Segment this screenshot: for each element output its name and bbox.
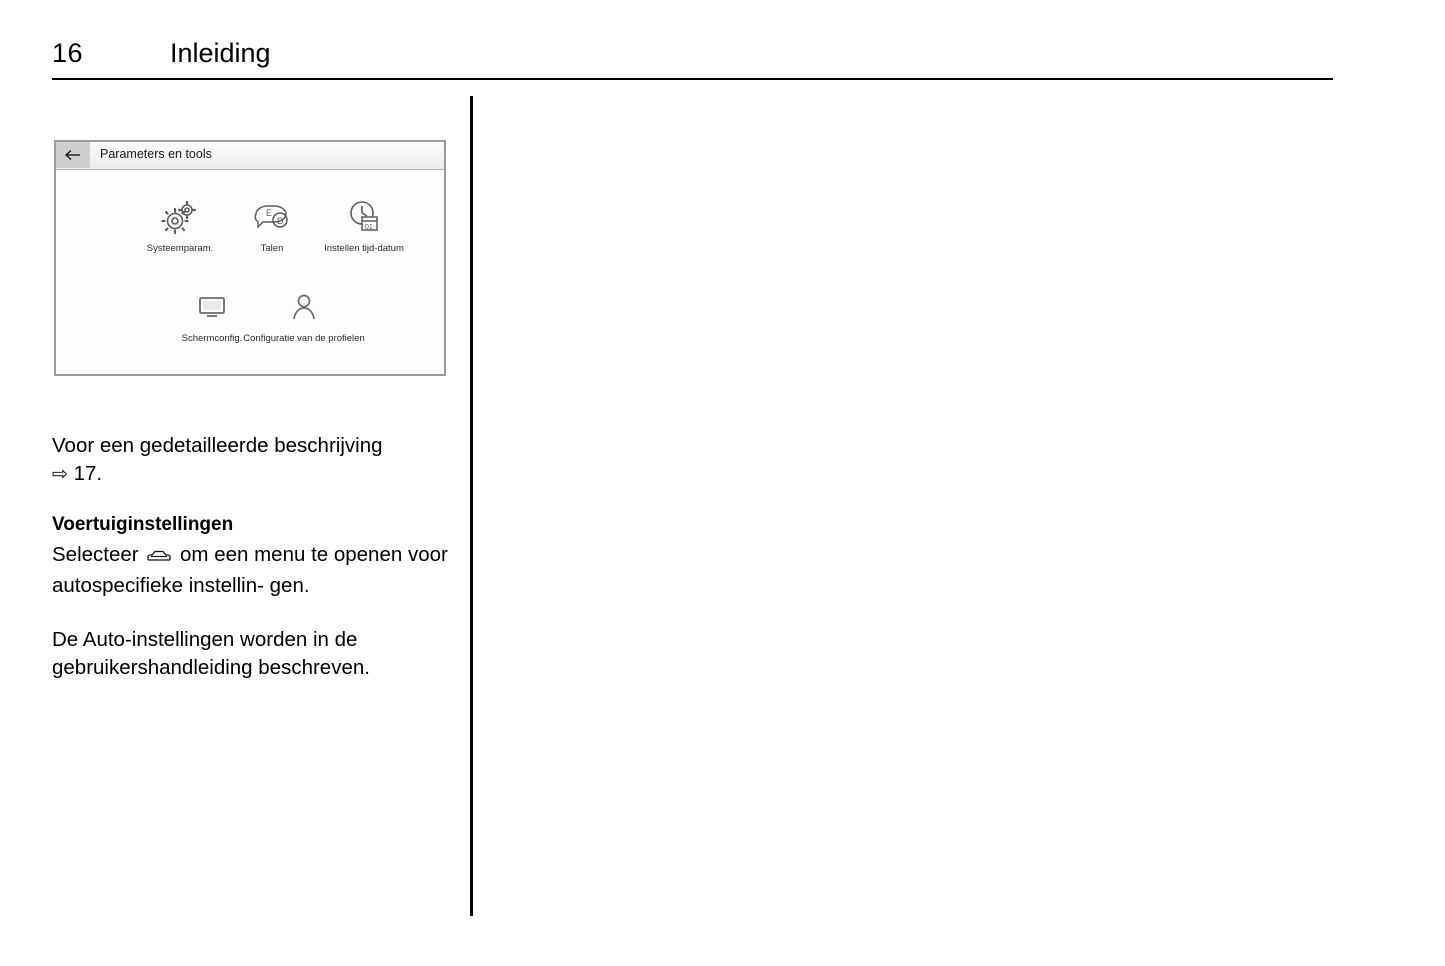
- grid-item-label: Systeemparam.: [146, 243, 214, 254]
- clock-calendar-icon: [318, 196, 410, 238]
- screen-titlebar: [56, 142, 444, 170]
- grid-item-label: Schermconfig.: [181, 333, 243, 344]
- grid-item-profile-settings[interactable]: [243, 286, 365, 344]
- grid-item-label: Talen: [260, 243, 284, 254]
- settings-icon-grid: [56, 170, 444, 375]
- svg-text:E: E: [266, 208, 273, 218]
- back-arrow-icon[interactable]: [56, 142, 90, 168]
- car-icon: [147, 544, 171, 572]
- grid-item-label: Instellen tijd-datum: [324, 243, 404, 254]
- display-icon: [166, 286, 258, 328]
- gears-icon: [134, 196, 226, 238]
- paragraph-owner-manual: De Auto-instellingen worden in de gebruikershandleiding beschreven.: [52, 628, 370, 679]
- paragraph-text-before-icon: Selecteer: [52, 543, 139, 566]
- reference-arrow-icon: ⇨: [52, 464, 68, 485]
- body-text-column: [52, 432, 452, 708]
- paragraph-text-after-icon: om een menu te openen voor autospecifieke instellin-: [52, 543, 448, 597]
- page-title: Inleiding: [170, 38, 271, 68]
- grid-item-languages[interactable]: [226, 196, 318, 254]
- paragraph-text: Voor een gedetailleerde beschrijving: [52, 434, 383, 457]
- grid-item-system-parameters[interactable]: [134, 196, 226, 254]
- paragraph-text-last-line: gen.: [269, 574, 310, 597]
- page-number: 16: [52, 38, 84, 68]
- reference-page: 17.: [73, 462, 103, 485]
- languages-icon: [226, 196, 318, 238]
- grid-item-label: Configuratie van de profielen: [243, 333, 365, 344]
- page-header: [52, 38, 1333, 82]
- profile-person-icon: [258, 286, 350, 328]
- paragraph-vehicle-settings: [52, 541, 452, 600]
- infotainment-screen-figure: [54, 140, 446, 376]
- screen-title: Parameters en tools: [100, 147, 212, 161]
- svg-text:D: D: [277, 216, 284, 226]
- svg-text:01: 01: [365, 224, 373, 231]
- grid-item-time-date[interactable]: [318, 196, 410, 254]
- subheading-vehicle-settings: Voertuiginstellingen: [52, 514, 234, 535]
- header-divider-rule: [52, 78, 1333, 80]
- paragraph-detailed-description: [52, 432, 452, 489]
